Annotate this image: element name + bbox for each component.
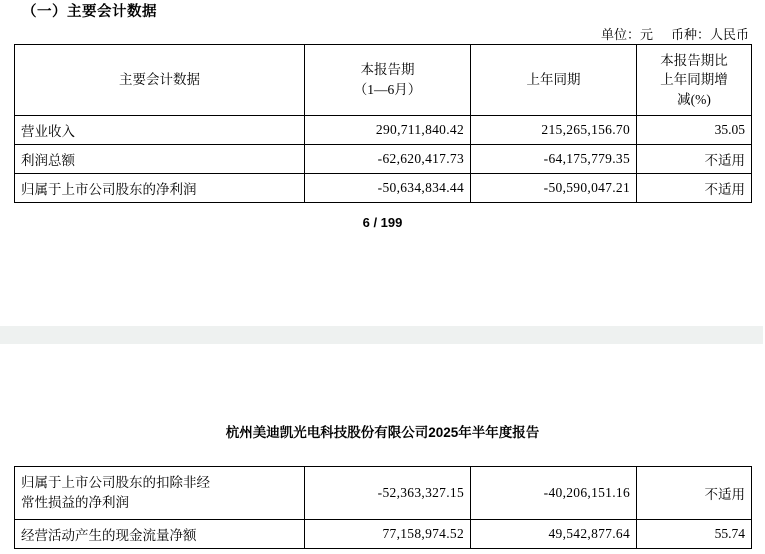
section-heading: （一）主要会计数据 — [22, 4, 157, 20]
row-label: 营业收入 — [15, 116, 305, 145]
row-prior-value: -50,590,047.21 — [471, 174, 637, 203]
row-label: 利润总额 — [15, 145, 305, 174]
column-header-item: 主要会计数据 — [15, 45, 305, 116]
row-change-value: 35.05 — [637, 116, 752, 145]
row-current-value: 290,711,840.42 — [305, 116, 471, 145]
row-prior-value: 215,265,156.70 — [471, 116, 637, 145]
row-prior-value: -64,175,779.35 — [471, 145, 637, 174]
column-header-current-period — [305, 45, 471, 116]
row-prior-value: -40,206,151.16 — [471, 467, 637, 520]
unit-label: 单位：元 — [600, 27, 653, 42]
main-accounting-data-table — [14, 44, 752, 203]
page-number: 6 / 199 — [362, 215, 403, 230]
row-label-line1: 归属于上市公司股东的扣除非经 — [21, 474, 210, 490]
column-header-current-period-line2: （1—6月） — [353, 82, 422, 97]
row-change-value: 55.74 — [637, 520, 752, 549]
table-header-row — [15, 45, 752, 116]
row-label-line2: 常性损益的净利润 — [21, 495, 129, 510]
row-current-value: -52,363,327.15 — [305, 467, 471, 520]
row-prior-value: 49,542,877.64 — [471, 520, 637, 549]
row-label: 归属于上市公司股东的净利润 — [15, 174, 305, 203]
table-row — [15, 174, 752, 203]
page-separator — [0, 326, 765, 344]
column-header-change-line2: 上年同期增 — [660, 72, 728, 88]
report-running-header: 杭州美迪凯光电科技股份有限公司2025年半年度报告 — [225, 425, 540, 440]
column-header-change-line3: 减(%) — [677, 91, 711, 107]
table-row — [15, 520, 752, 549]
table-row — [15, 145, 752, 174]
row-label: 经营活动产生的现金流量净额 — [15, 520, 305, 549]
column-header-change-line1: 本报告期比 — [660, 52, 728, 68]
row-change-value: 不适用 — [637, 467, 752, 520]
row-current-value: -62,620,417.73 — [305, 145, 471, 174]
row-current-value: 77,158,974.52 — [305, 520, 471, 549]
row-change-value: 不适用 — [637, 174, 752, 203]
column-header-current-period-line1: 本报告期 — [360, 62, 415, 78]
unit-currency-line — [601, 24, 749, 43]
table-row — [15, 116, 752, 145]
row-label — [15, 467, 305, 520]
column-header-prior-period: 上年同期 — [471, 45, 637, 116]
table-row — [15, 467, 752, 520]
currency-label: 币种：人民币 — [670, 27, 749, 42]
row-change-value: 不适用 — [637, 145, 752, 174]
column-header-change — [637, 45, 752, 116]
continued-accounting-data-table — [14, 466, 752, 549]
row-current-value: -50,634,834.44 — [305, 174, 471, 203]
